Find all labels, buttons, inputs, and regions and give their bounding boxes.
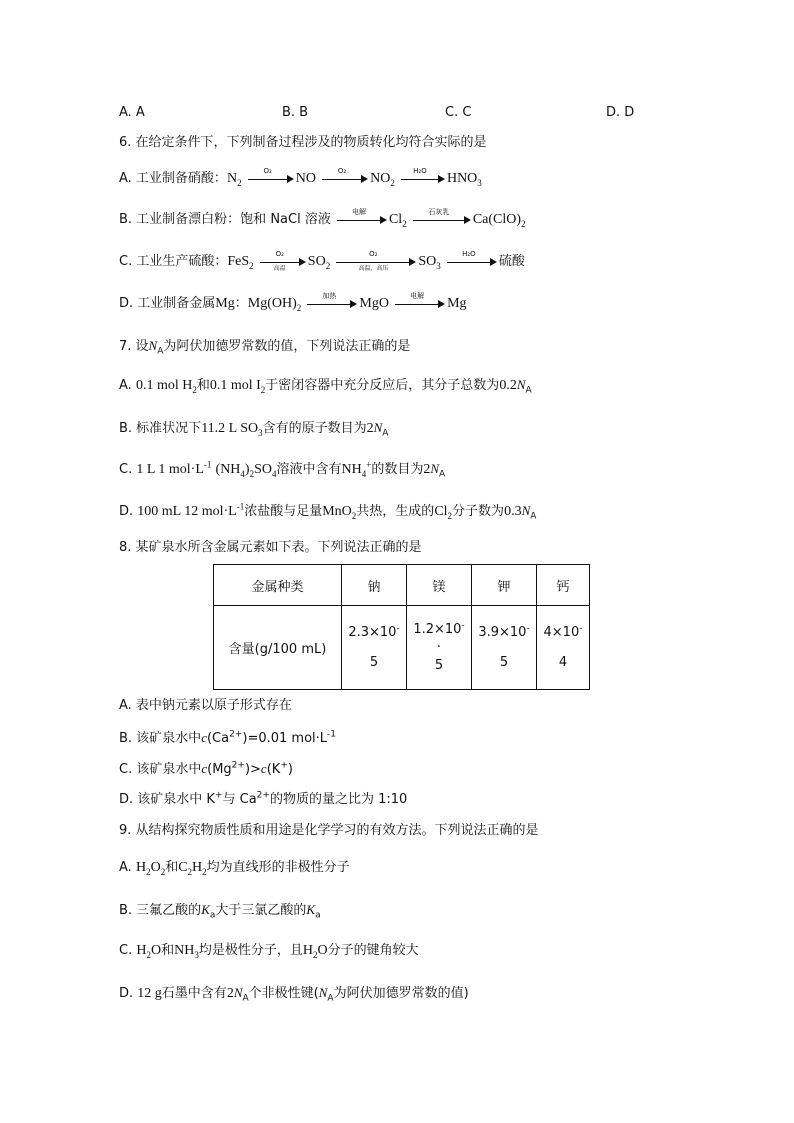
q6-stem: 6. 在给定条件下，下列制备过程涉及的物质转化均符合实际的是 [119, 135, 487, 150]
reaction-arrow: O₂ 高温 [260, 255, 306, 269]
reaction-arrow: H₂O [447, 255, 497, 269]
table-row [214, 606, 590, 690]
mineral-table [213, 564, 590, 690]
option-b: B. B [282, 105, 309, 120]
row-label: 含量(g/100 mL) [214, 606, 342, 690]
table-header: 镁 [407, 565, 472, 606]
table-header: 金属种类 [214, 565, 342, 606]
q8-option-a: A. 表中钠元素以原子形式存在 [119, 698, 292, 713]
q9-stem: 9. 从结构探究物质性质和用途是化学学习的有效方法。下列说法正确的是 [119, 823, 539, 838]
q9-option-d: D. 12 g石墨中含有$2N_A$个非极性键($N_A$为阿伏加德罗常数的值) [119, 985, 469, 1004]
reaction-arrow: 加热 [307, 297, 357, 311]
table-cell: 1.2×10- · 5 [407, 606, 472, 690]
table-header-row [214, 565, 590, 606]
reaction-arrow: H₂O [401, 172, 445, 186]
reaction-arrow: 电解 [337, 213, 387, 227]
table-header: 钙 [537, 565, 590, 606]
q7-option-d: D. 100 mL 12 $mol\cdot L^{-1}$浓盐酸与足量MnO$_2$共热，生成的$Cl_2$分子数为$0.3N_A$ [119, 501, 537, 522]
q7-stem: 7. 设$N_A$为阿伏加德罗常数的值，下列说法正确的是 [119, 338, 411, 357]
q7-option-c: C. 1 L 1 $mol\cdot L^{-1}$ $(NH_4)_2SO_4$溶液中含有$NH_4^+$的数目为$2N_A$ [119, 459, 446, 480]
option-d: D. D [606, 105, 635, 120]
q7-option-a: A. 0.1 mol $H_2$和0.1 mol $I_2$于密闭容器中充分反应后，其分子总数为$0.2N_A$ [119, 377, 532, 396]
q9-option-b: B. 三氟乙酸的$K_a$大于三氯乙酸的$K_a$ [119, 902, 321, 921]
reaction-arrow: O₂ [248, 172, 294, 186]
q8-option-d: D. 该矿泉水中 K+与 $Ca^{2+}$的物质的量之比为 1:10 [119, 790, 408, 807]
option-a: A. A [119, 105, 145, 120]
q9-option-c: C. $H_2O$和$NH_3$均是极性分子，且$H_2O$分子的键角较大 [119, 943, 419, 960]
q6-option-d: D. 工业制备金属Mg：$Mg(OH)_2$ 加热 MgO 电解 Mg [119, 291, 467, 313]
q6-option-b: B. 工业制备漂白粉：饱和 NaCl 溶液 电解 $Cl_2$ 石灰乳 $Ca(ClO)_2$ [119, 207, 526, 229]
q6-option-a: A. 工业制备硝酸：$N_2$ O₂ NO O₂ $NO_2$ H₂O $HNO_3$ [119, 166, 482, 188]
reaction-arrow: 石灰乳 [413, 213, 471, 227]
table-cell: 2.3×10- 5 [342, 606, 407, 690]
q7-option-b: B. 标准状况下11.2 L $SO_3$含有的原子数目为$2N_A$ [119, 420, 389, 439]
table-header: 钾 [472, 565, 537, 606]
option-c: C. C [445, 105, 472, 120]
table-cell: 3.9×10- 5 [472, 606, 537, 690]
q8-option-b: B. 该矿泉水中$c(Ca^{2+})=0.01$ $mol\cdot L^{-1}$ [119, 729, 337, 746]
q6-option-c: C. 工业生产硫酸：FeS$_2$ O₂ 高温 $SO_2$ O₂ 高温、高压 $SO_3$ H₂O 硫酸 [119, 249, 525, 272]
reaction-arrow: O₂ 高温、高压 [336, 255, 416, 269]
q9-option-a: A. $H_2O_2$和$C_2H_2$均为直线形的非极性分子 [119, 860, 350, 877]
table-cell: 4×10- 4 [537, 606, 590, 690]
table-header: 钠 [342, 565, 407, 606]
reaction-arrow: O₂ [322, 172, 368, 186]
q8-stem: 8. 某矿泉水所含金属元素如下表。下列说法正确的是 [119, 540, 422, 555]
reaction-arrow: 电解 [395, 297, 445, 311]
q8-option-c: C. 该矿泉水中$c(Mg^{2+})>c(K^+)$ [119, 760, 293, 777]
